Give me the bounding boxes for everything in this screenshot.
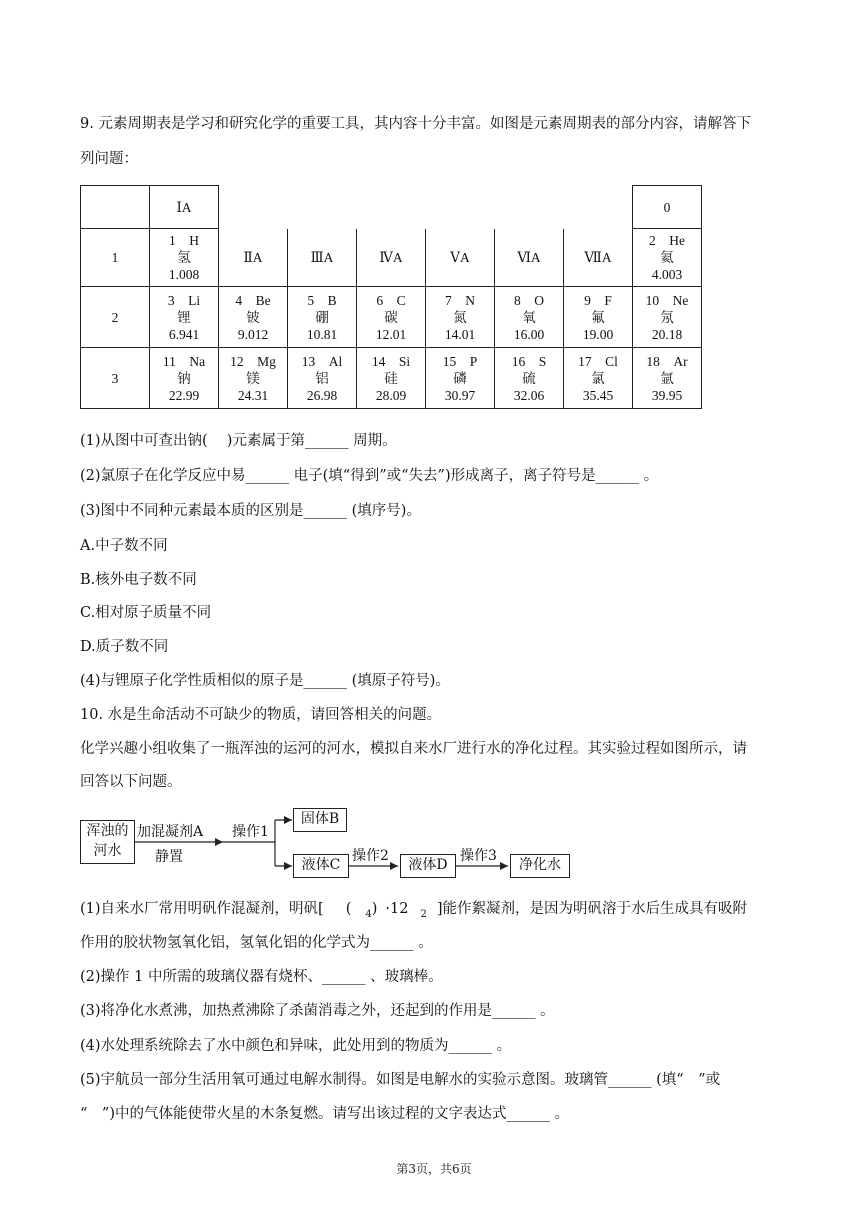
element-name: 氢	[177, 250, 191, 265]
element-mass: 26.98	[306, 387, 338, 403]
period-label: 3	[81, 348, 150, 409]
element-name: 磷	[453, 370, 467, 386]
q10-sub2: (2)操作 1 中所需的玻璃仪器有烧杯、______ 、玻璃棒。	[80, 969, 443, 985]
q9-option-d: D.质子数不同	[80, 639, 169, 655]
river-water-box	[80, 820, 135, 864]
q10-sub1-line1	[80, 900, 747, 924]
element-number-symbol: 13 Al	[301, 353, 343, 369]
element-name: 铍	[246, 309, 260, 325]
element-name: 碳	[384, 309, 398, 325]
element-name: 氧	[522, 309, 536, 325]
group-header-2a: ⅡA	[219, 229, 288, 287]
q10-sub1-line2: 作用的胶状物氢氧化铝，氢氧化铝的化学式为______ 。	[80, 935, 433, 951]
river-water-line1: 浑浊的	[86, 823, 129, 839]
element-name: 钠	[177, 370, 191, 386]
q9-intro-line1: 9. 元素周期表是学习和研究化学的重要工具，其内容十分丰富。如图是元素周期表的部分内容，请解答下	[80, 116, 751, 132]
element-name: 氦	[660, 250, 674, 265]
element-mass: 9.012	[237, 326, 269, 342]
liquid-d-box	[400, 854, 456, 878]
formula-subscript-2: 2	[420, 908, 427, 920]
q10-sub5-line1: (5)宇航员一部分生活用氧可通过电解水制得。如图是电解水的实验示意图。玻璃管______ (填“ ”或	[80, 1072, 721, 1088]
element-mass: 14.01	[444, 326, 476, 342]
element-name: 硅	[384, 370, 398, 386]
element-name: 镁	[246, 370, 260, 386]
element-mass: 32.06	[513, 387, 545, 403]
formula-water-part: ·12	[385, 901, 409, 917]
group-header-0: 0	[633, 186, 702, 229]
element-number-symbol: 4 Be	[235, 292, 271, 308]
add-coagulant-label: 加混凝剂A	[137, 824, 204, 840]
element-name: 氮	[453, 309, 467, 325]
q10-title: 10. 水是生命活动不可缺少的物质，请回答相关的问题。	[80, 707, 442, 723]
element-mass: 35.45	[582, 387, 614, 403]
q10-sub1-text-a: (1)自来水厂常用明矾作混凝剂，明矾[	[80, 901, 324, 917]
element-number-symbol: 8 O	[514, 292, 544, 308]
element-number-symbol: 3 Li	[167, 292, 201, 308]
group-header-5a: ⅤA	[426, 229, 495, 287]
q9-sub3: (3)图中不同种元素最本质的区别是______ (填序号)。	[80, 503, 421, 519]
element-name: 氖	[660, 309, 674, 325]
q9-option-b: B.核外电子数不同	[80, 572, 197, 588]
element-name: 硼	[315, 309, 329, 325]
element-number-symbol: 7 N	[445, 292, 475, 308]
element-mass: 20.18	[651, 326, 683, 342]
element-number-symbol: 6 C	[376, 292, 406, 308]
q10-sub3: (3)将净化水煮沸，加热煮沸除了杀菌消毒之外，还起到的作用是______ 。	[80, 1003, 555, 1019]
q9-intro-line2: 列问题：	[80, 151, 138, 167]
element-mass: 19.00	[582, 326, 614, 342]
pure-water-label: 净化水	[519, 857, 561, 873]
q10-sub1-text-b: ]能作絮凝剂，是因为明矾溶于水后生成具有吸附	[436, 901, 748, 917]
element-number-symbol: 1 H	[169, 233, 199, 248]
river-water-line2: 河水	[93, 843, 122, 859]
element-mass: 1.008	[168, 267, 200, 282]
group-header-1a: ⅠA	[150, 186, 219, 229]
element-mass: 16.00	[513, 326, 545, 342]
element-mass: 4.003	[651, 267, 683, 282]
q10-intro-line2: 回答以下问题。	[80, 774, 182, 790]
element-number-symbol: 10 Ne	[645, 292, 689, 308]
q9-sub2: (2)氯原子在化学反应中易______ 电子(填“得到”或“失去”)形成离子，离子符号是______ 。	[80, 468, 659, 484]
element-number-symbol: 14 Si	[371, 353, 411, 369]
group-header-7a: ⅦA	[564, 229, 633, 287]
element-mass: 30.97	[444, 387, 476, 403]
liquid-c-label: 液体C	[301, 857, 341, 873]
element-name: 氯	[591, 370, 605, 386]
element-mass: 10.81	[306, 326, 338, 342]
group-header-3a: ⅢA	[288, 229, 357, 287]
liquid-c-box	[293, 854, 349, 878]
group-header-6a: ⅥA	[495, 229, 564, 287]
operation2-label: 操作2	[352, 848, 389, 864]
q10-intro-line1: 化学兴趣小组收集了一瓶浑浊的运河的河水，模拟自来水厂进行水的净化过程。其实验过程如图所示，请	[80, 741, 747, 757]
element-number-symbol: 16 S	[511, 353, 547, 369]
q9-sub4: (4)与锂原子化学性质相似的原子是______ (填原子符号)。	[80, 673, 450, 689]
element-number-symbol: 17 Cl	[578, 353, 618, 369]
solid-b-label: 固体B	[300, 811, 340, 827]
q9-option-a: A.中子数不同	[80, 538, 168, 554]
element-name: 氩	[660, 370, 674, 386]
period-label: 2	[81, 287, 150, 348]
element-mass: 28.09	[375, 387, 407, 403]
element-number-symbol: 5 B	[307, 292, 337, 308]
element-mass: 22.99	[168, 387, 200, 403]
element-number-symbol: 9 F	[584, 292, 612, 308]
q10-sub4: (4)水处理系统除去了水中颜色和异味，此处用到的物质为______ 。	[80, 1038, 512, 1054]
q10-sub5-line2: “ ”)中的气体能使带火星的木条复燃。请写出该过程的文字表达式______ 。	[80, 1106, 570, 1122]
element-number-symbol: 12 Mg	[230, 353, 276, 369]
formula-paren-close: )	[371, 901, 378, 917]
stand-label: 静置	[155, 849, 183, 865]
pure-water-box	[510, 854, 570, 878]
formula-paren-open: (	[345, 901, 352, 917]
operation1-label: 操作1	[232, 824, 269, 840]
element-number-symbol: 11 Na	[162, 353, 206, 369]
q9-sub1: (1)从图中可查出钠( )元素属于第______ 周期。	[80, 433, 397, 449]
formula-subscript-4: 4	[365, 908, 372, 920]
element-mass: 39.95	[651, 387, 683, 403]
group-header-4a: ⅣA	[357, 229, 426, 287]
element-mass: 12.01	[375, 326, 407, 342]
element-name: 氟	[591, 309, 605, 325]
operation3-label: 操作3	[460, 848, 497, 864]
q9-option-c: C.相对原子质量不同	[80, 605, 212, 621]
liquid-d-label: 液体D	[408, 857, 448, 873]
element-name: 锂	[177, 309, 191, 325]
element-mass: 24.31	[237, 387, 269, 403]
element-name: 铝	[315, 370, 329, 386]
solid-b-box	[293, 808, 347, 832]
element-number-symbol: 2 He	[649, 233, 685, 248]
page-footer: 第3页，共6页	[396, 1162, 472, 1176]
element-number-symbol: 18 Ar	[646, 353, 688, 369]
element-number-symbol: 15 P	[442, 353, 478, 369]
element-mass: 6.941	[168, 326, 200, 342]
element-name: 硫	[522, 370, 536, 386]
period-label: 1	[81, 229, 150, 287]
